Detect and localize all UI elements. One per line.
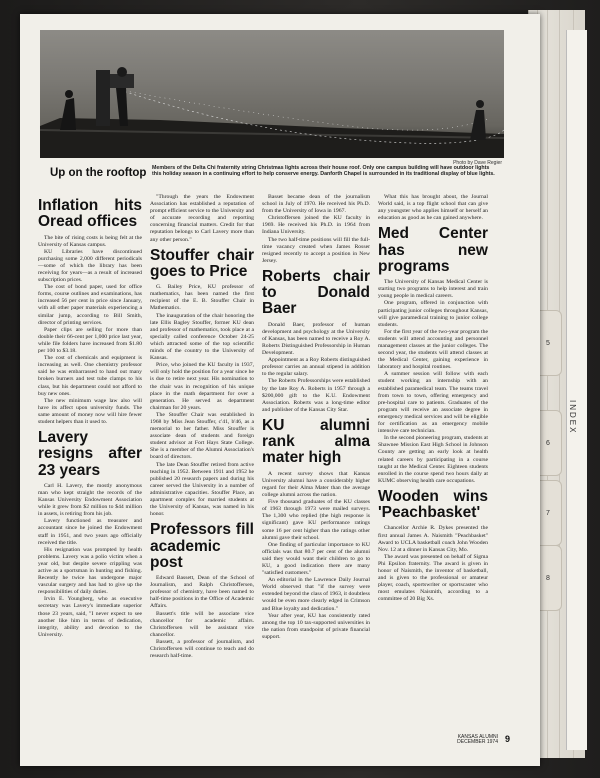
stouffer-p1: G. Bailey Price, KU professor of mathematics, has been named the first recipient of the E. B. Stouffer Chair in Mathematics.	[150, 284, 254, 312]
alumni-p6: What this has brought about, the Journal World said, is a top flight school that can give any youngster who applies himself or herself an education as good as he can gained anywhere.	[378, 194, 488, 222]
index-strip	[566, 30, 587, 750]
column-1	[38, 194, 142, 639]
index-tab-7[interactable]: 7	[534, 480, 562, 546]
medcenter-p3: For the first year of the two-year program the students will attend accounting and personnel management classes at the junior colleges. The second year, the students will attend classes at the Medical Center, gaining experience in laboratory and hospital routines.	[378, 328, 488, 371]
wooden-p2: The award was presented on behalf of Sigma Phi Epsilon fraternity. The award is given in honor of Naismith, the inventor of basketball, and is given to the professional or amateur player, coach, sportswriter or sportscaster who most emulates Naismith, according to a committee of 20 Big Xs.	[378, 553, 488, 603]
inflation-p4: Paper clips are selling for more than double their 66-cent per 1,000 price last year, while file folders have increased from $1.80 per 100 to $3.18.	[38, 326, 142, 355]
page-footer	[457, 735, 498, 746]
medcenter-p1: The University of Kansas Medical Center is starting two programs to help interest and train young people in medical careers.	[378, 279, 488, 300]
headline-professors: Professors fill academic post	[150, 521, 254, 571]
inflation-p6: The new minimum wage law also will have its affect upon university funds. The same amount of money now will hire fewer student helpers than it used to.	[38, 397, 142, 425]
alumni-p5: Year after year, KU has consistently rated among the top 10 tax-supported universities in the nation from standpoint of private financial support.	[262, 612, 370, 640]
alumni-p2: Five thousand graduates of the KU classes of 1963 through 1973 were mailed surveys. The 1,300 who replied (the high response is significant) gave KU performance ratings some 16 per cent higher than the ratings other alumni gave their school.	[262, 499, 370, 541]
professors-p1: Edward Bassett, Dean of the School of Journalism, and Ralph Christoffersen, professor of chemistry, have been named to half-time positions in the Office of Academic Affairs.	[150, 575, 254, 610]
lavery-p3: His resignation was prompted by health problems. Lavery was a polio victim when a year old, but despite severe crippling was active as a sportsman in hunting and fishing. Recently he twice has undergone major vascular surgery and has had to give up the responsibilities of daily duties.	[38, 546, 142, 596]
medcenter-p4: A summer session will follow with each student working an internship with an established paramedical team. The teams travel from town to town, offering emergency and pre-hospital care to patients. Graduates of the program will receive an associate degree in emergency medical services and will be eligible for certification as an emergency mobile intensive care technician.	[378, 371, 488, 435]
stouffer-p3: Price, who joined the KU faculty in 1937, will only hold the position for a year since he is due to retire next year. His nomination to the chair was in recognition of his unique place in the math department for over a generation. He served as department chairman for 20 years.	[150, 362, 254, 411]
headline-stouffer: Stouffer chair goes to Price	[150, 246, 254, 280]
page-number: 9	[504, 734, 510, 744]
inflation-p1: The bite of rising costs is being felt at the University of Kansas campus.	[38, 234, 142, 248]
stouffer-p4: The Stouffer Chair was established in 1968 by Miss Jean Stouffer, c'41, b'46, as a memorial to her father. Miss Stouffer is associate dean of students and foreign student advisor at Fort Hays State College. She is a member of the Alumni Association's board of directors.	[150, 411, 254, 461]
headline-wooden: Wooden wins 'Peachbasket'	[378, 487, 488, 522]
column-4	[378, 194, 488, 603]
headline-inflation: Inflation hits Oread offices	[38, 197, 142, 231]
lavery-p1: Carl H. Lavery, the mostly anonymous man who kept straight the records of the Kansas University Endowment Association while it grew from $2 million to $44 million in assets, is retiring from his job.	[38, 482, 142, 518]
index-label: INDEX	[568, 400, 577, 435]
alumni-p4: An editorial in the Lawrence Daily Journal World observed that "if the survey were extended beyond the class of 1963, it doubtless would be even more clearly edged in Crimson and Blue loyalty and dedication."	[262, 577, 370, 612]
headline-roberts: Roberts chair to Donald Baer	[262, 267, 370, 318]
headline-alumni: KU alumni rank alma mater high	[262, 416, 370, 467]
column-2	[150, 194, 254, 660]
index-tab-8[interactable]: 8	[534, 545, 562, 611]
lavery-p5: "Through the years the Endowment Association has established a reputation of prompt efficient service to the University and of accurate recording and reporting concerning financial matters. Credit for that reputation belongs to Carl Lavery more than any other person."	[150, 194, 254, 243]
inflation-p3: The cost of bond paper, used for office forms, course outlines and examinations, has increased 56 per cent in price since January, with all other paper materials experiencing a similar jump, according to Bill Smith, director of printing services.	[38, 284, 142, 326]
alumni-p1: A recent survey shows that Kansas University alumni have a considerably higher regard for their Alma Mater than the average college alumni across the nation.	[262, 470, 370, 499]
magazine-name: KANSAS ALUMNI	[457, 733, 498, 740]
rooftop-photo	[40, 30, 504, 158]
wooden-p1: Chancellor Archie R. Dykes presented the first annual James A. Naismith "Peachbasket" Award to UCLA basketball coach John Wooden Nov. 12 at a dinner in Kansas City, Mo.	[378, 525, 488, 553]
professors-p4: Basset became dean of the journalism school in July of 1970. He received his Ph.D. from the University of Iowa in 1967.	[262, 194, 370, 215]
stouffer-p2: The inauguration of the chair honoring the late Ellis Bagley Stouffer, former KU dean and professor of mathematics, took place at a specially called conference October 24-25 which attracted some of the top scientific minds of the country to the University of Kansas.	[150, 312, 254, 362]
photo-caption: Members of the Delta Chi fraternity string Christmas lights across their house roof. Only one campus building will have outdoor lights this holiday season in a continuing effort to help conserve energy. Danforth Chapel is surrounded in its traditional display of blue lights.	[152, 165, 495, 178]
magazine-page	[20, 14, 540, 766]
professors-p6: The two half-time positions will fill the full-time vacancy created when James Rosser resigned recently to accept a position in New Jersey.	[262, 236, 370, 264]
headline-lavery: Lavery resigns after 23 years	[38, 429, 142, 479]
inflation-p5: The cost of chemicals and equipment is increasing as well. One chemistry professor said he was embarrassed to hand out many broken burners and test tube clamps to his class, but his department could not afford to buy new ones.	[38, 355, 142, 397]
professors-p3: Bassett, a professor of journalism, and Christoffersen will continue to teach and do research half-time.	[150, 638, 254, 660]
alumni-p3: One finding of particular importance to KU officials was that 80.7 per cent of the alumni said they would want their children to go to KU, a good indication there are many "satisfied customers."	[262, 541, 370, 577]
lavery-p4: Irvin E. Youngberg, who as executive secretary was Lavery's immediate superior those 23 years, said, "I never expect to see another like him in terms of dedication, integrity, ability and devotion to the University.	[38, 596, 142, 638]
issue-date: DECEMBER 1974	[457, 739, 498, 746]
inflation-p2: KU Libraries have discontinued purchasing some 2,000 different periodicals—some of which the library has been receiving for years—as a result of increased subscription prices.	[38, 248, 142, 284]
roberts-p3: The Roberts Professorships were established by the late Roy A. Roberts in 1957 through a $200,000 gift to the K.U. Endowment Association. Roberts was a long-time editor and publisher of the Kansas City Star.	[262, 378, 370, 413]
photo-credit: Photo by Dave Regier	[453, 160, 502, 166]
professors-p2: Bassett's title will be associate vice chancellor for academic affairs. Christoffersen will be assistant vice chancellor.	[150, 610, 254, 638]
professors-p5: Christoffersen joined the KU faculty in 1969. He received his Ph.D. in 1964 from Indiana University.	[262, 215, 370, 236]
lavery-p2: Lavery functioned as treasurer and accountant since he joined the Endowment staff in 1951, and two years ago officially received the title.	[38, 518, 142, 546]
medcenter-p5: In the second pioneering program, students at Shawnee Mission East High School in Johnson County are getting an early look at health related careers by participating in a course taught at the Medical Center. Eighteen students enrolled in the course spend two hours daily at KUMC observing health care occupations.	[378, 435, 488, 484]
stouffer-p5: The late Dean Stouffer retired from active teaching in 1952. Between 1911 and 1952 he published 20 research papers and during his career served the University in a number of administrative capacities. Stouffer Place, an apartment complex for married students at the University of Kansas, was named in his honor.	[150, 461, 254, 518]
medcenter-p2: One program, offered in conjunction with participating junior colleges throughout Kansas, will give paramedical training to junior college students.	[378, 300, 488, 328]
headline-medcenter: Med Center has new programs	[378, 225, 488, 275]
photo-headline: Up on the rooftop	[50, 167, 147, 179]
roberts-p1: Donald Baer, professor of human development and psychology at the University of Kansas, has been named to receive a Roy A. Roberts Distinguished Professorship in Human Development.	[262, 321, 370, 357]
index-tab-5[interactable]: 5	[534, 310, 562, 376]
index-tab-6[interactable]: 6	[534, 410, 562, 476]
column-3	[262, 194, 370, 641]
roberts-p2: Appointment as a Roy Roberts distinguished professor carries an annual stipend in addition to the regular salary.	[262, 357, 370, 378]
